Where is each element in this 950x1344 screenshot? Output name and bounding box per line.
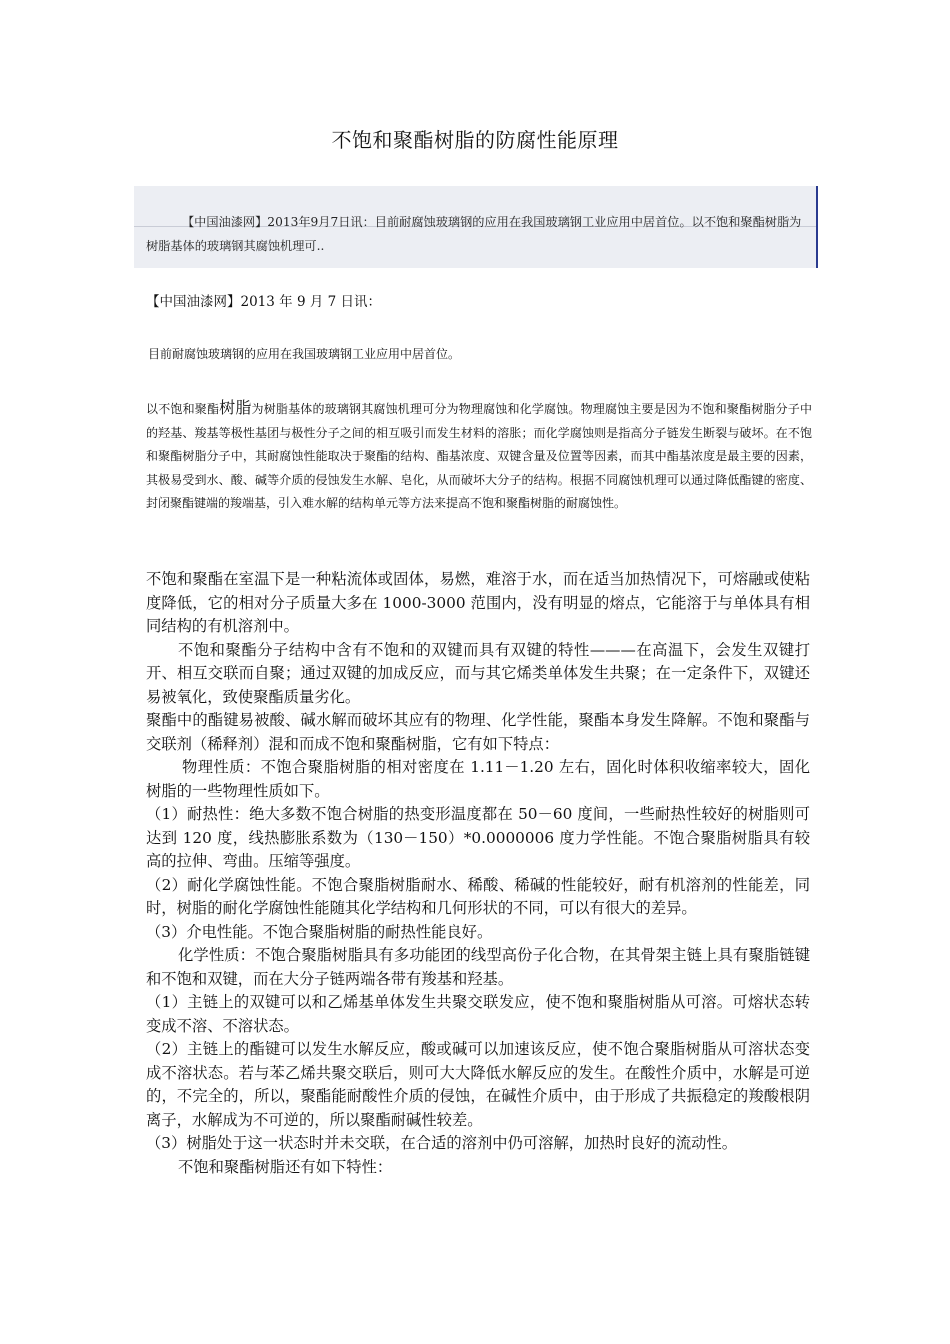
summary-box [134,186,818,268]
document-body [146,568,810,1179]
paragraph-copolymerization: （1）主链上的双键可以和乙烯基单体发生共聚交联发应，使不饱和聚脂树脂从可溶。可熔状态转变成不溶、不溶状态。 [146,993,810,1035]
paragraph-more-features: 不饱和聚酯树脂还有如下特性： [178,1157,393,1176]
paragraph-solubility: （3）树脂处于这一状态时并未交联，在合适的溶剂中仍可溶解，加热时良好的流动性。 [146,1134,738,1152]
mechanism-paragraph [146,396,812,516]
paragraph-chemical-properties: 化学性质：不饱合聚脂树脂具有多功能团的线型高份子化合物，在其骨架主链上具有聚脂链键和不饱和双键，而在大分子链两端各带有羧基和羟基。 [146,946,810,988]
paragraph-hydrolysis: （2）主链上的酯键可以发生水解反应，酸或碱可以加速该反应，使不饱合聚脂树脂从可溶状态变成不溶状态。若与苯乙烯共聚交联后，则可大大降低水解反应的发生。在酸性介质中，水解是可逆的，不完全的，所以，聚酯能耐酸性介质的侵蚀，在碱性介质中，由于形成了共振稳定的羧酸根阴离子，水解成为不可逆的，所以聚酯耐碱性较差。 [146,1040,810,1129]
document-title: 不饱和聚酯树脂的防腐性能原理 [331,128,619,152]
mechanism-paragraph-emph: 树脂 [219,398,252,417]
paragraph-dielectric: （3）介电性能。不饱合聚脂树脂的耐热性能良好。 [146,922,493,941]
paragraph-properties-intro: 不饱和聚酯在室温下是一种粘流体或固体，易燃，难溶于水，而在适当加热情况下，可熔融或使粘度降低，它的相对分子质量大多在 1000-3000 范围内，没有明显的熔点，它能溶于与单体具有相同结构的有机溶剂中。 [146,570,810,635]
paragraph-ester-bond: 聚酯中的酯键易被酸、碱水解而破坏其应有的物理、化学性能，聚酯本身发生降解。不饱和聚酯与交联剂（稀释剂）混和而成不饱和聚酯树脂，它有如下特点： [146,711,810,753]
mechanism-paragraph-pre: 以不饱和聚酯 [146,402,220,416]
paragraph-double-bond: 不饱和聚酯分子结构中含有不饱和的双键而具有双键的特性———在高温下，会发生双键打开、相互交联而自聚；通过双键的加成反应，而与其它烯类单体发生共聚；在一定条件下，双键还易被氧化，致使聚酯质量劣化。 [146,640,810,706]
paragraph-chemical-resistance: （2）耐化学腐蚀性能。不饱合聚脂树脂耐水、稀酸、稀碱的性能较好，耐有机溶剂的性能差，同时，树脂的耐化学腐蚀性能随其化学结构和几何形状的不同，可以有很大的差异。 [146,875,810,917]
intro-line: 目前耐腐蚀玻璃钢的应用在我国玻璃钢工业应用中居首位。 [148,347,461,361]
mechanism-paragraph-post: 为树脂基体的玻璃钢其腐蚀机理可分为物理腐蚀和化学腐蚀。物理腐蚀主要是因为不饱和聚酯树脂分子中的羟基、羧基等极性基团与极性分子之间的相互吸引而发生材料的溶胀；而化学腐蚀则是指高分子链发生断裂与破坏。在不饱和聚酯树脂分子中，其耐腐蚀性能取决于聚酯的结构、酯基浓度、双键含量及位置等因素，而其中酯基浓度是最主要的因素，其极易受到水、酸、碱等介质的侵蚀发生水解、皂化，从而破坏大分子的结构。根据不同腐蚀机理可以通过降低酯键的密度、封闭聚酯键端的羧端基，引入难水解的结构单元等方法来提高不饱和聚酯树脂的耐腐蚀性。 [146,402,812,510]
source-line: 【中国油漆网】2013 年 9 月 7 日讯： [146,294,381,310]
paragraph-heat-resistance: （1）耐热性：绝大多数不饱合树脂的热变形温度都在 50－60 度间，一些耐热性较好的树脂则可达到 120 度，线热膨胀系数为（130－150）*0.0000006 度力学性能。不饱合聚脂树脂具有较高的拉伸、弯曲。压缩等强度。 [146,805,810,870]
summary-text: 【中国油漆网】2013年9月7日讯：目前耐腐蚀玻璃钢的应用在我国玻璃钢工业应用中居首位。以不饱和聚酯树脂为树脂基体的玻璃钢其腐蚀机理可.. [146,215,802,253]
paragraph-physical-properties: 物理性质：不饱合聚脂树脂的相对密度在 1.11－1.20 左右，固化时体积收缩率较大，固化树脂的一些物理性质如下。 [146,758,810,800]
